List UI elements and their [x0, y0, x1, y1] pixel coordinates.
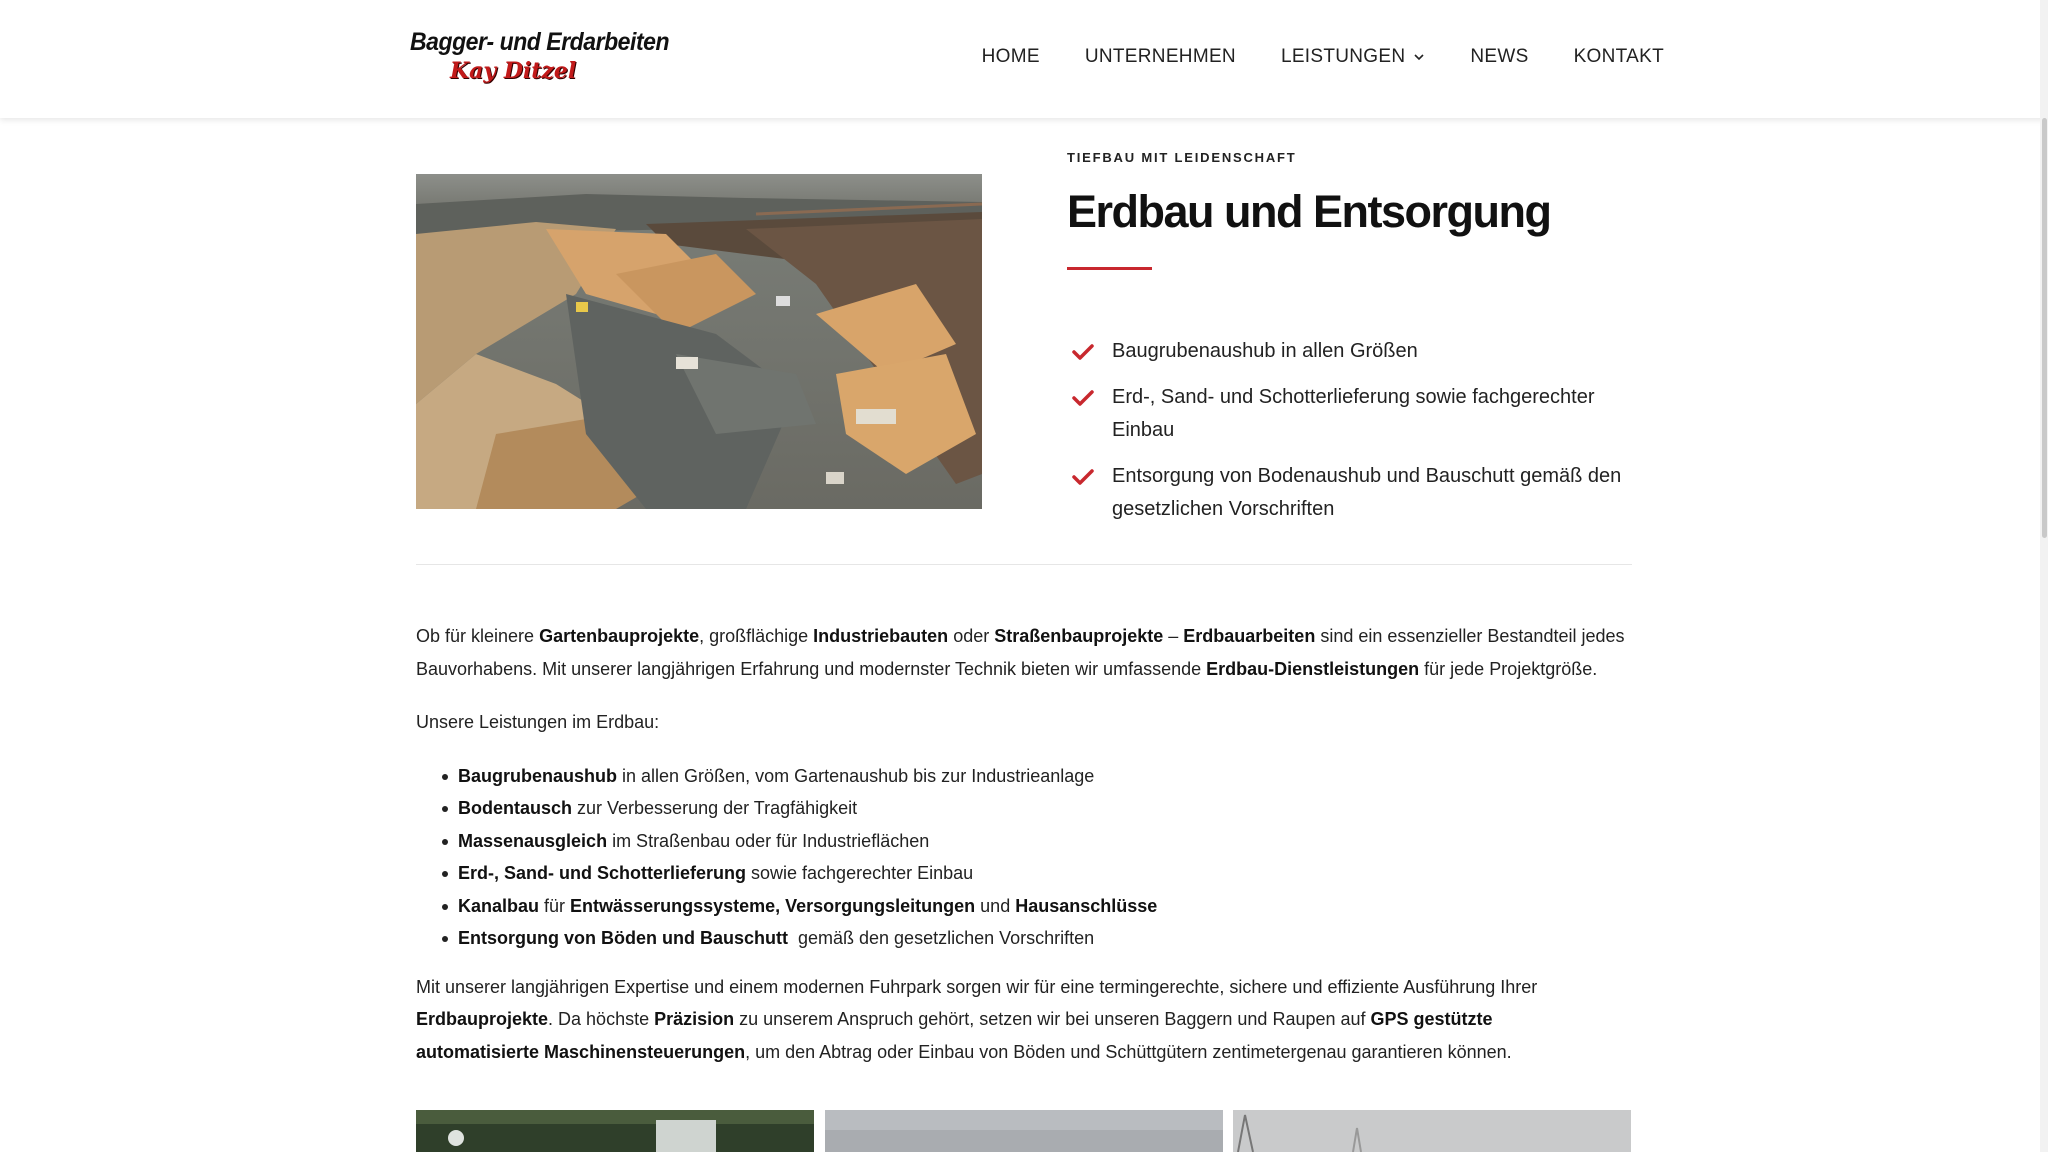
- site-logo[interactable]: [410, 28, 670, 88]
- text: Mit unserer langjährigen Expertise und einem modernen Fuhrpark sorgen wir für eine termingerechte, sichere und effiziente Ausführung Ihrer: [416, 976, 1538, 997]
- page-scrollbar[interactable]: [2040, 0, 2048, 1152]
- text: für jede Projektgröße.: [1419, 658, 1598, 679]
- checklist-item: [1070, 335, 1645, 368]
- nav-kontakt[interactable]: [1574, 46, 1664, 68]
- text: , um den Abtrag oder Einbau von Böden und Schüttgütern zentimetergenau garantieren können.: [745, 1041, 1512, 1062]
- bold-text: Massenausgleich: [458, 830, 608, 851]
- gallery-image-2[interactable]: [825, 1110, 1223, 1152]
- chevron-down-icon: [1413, 51, 1425, 63]
- bold-text: Gartenbauprojekte: [539, 626, 700, 646]
- text: sowie fachgerechter Einbau: [746, 863, 974, 883]
- bold-text: Erd-, Sand- und Schotterlieferung: [458, 863, 747, 883]
- nav-news[interactable]: [1470, 46, 1528, 68]
- nav-leistungen[interactable]: [1281, 46, 1425, 68]
- nav-unternehmen-label: UNTERNEHMEN: [1084, 46, 1236, 67]
- construction-site-photo: [416, 174, 982, 509]
- bold-text: Industriebauten: [813, 626, 949, 646]
- checklist-item: [1070, 460, 1645, 526]
- services-heading: Unsere Leistungen im Erdbau:: [416, 712, 660, 732]
- text: gemäß den gesetzlichen Vorschriften: [787, 928, 1095, 948]
- scrollbar-thumb[interactable]: [2042, 118, 2047, 538]
- list-item: [442, 825, 1636, 858]
- bold-text: Hausanschlüsse: [1015, 895, 1158, 916]
- logo-line-2: Kay Ditzel: [450, 58, 577, 84]
- list-item: [442, 760, 1636, 793]
- bold-text: Kanalbau: [458, 895, 540, 916]
- bold-text: Erdbau-Dienstleistungen: [1206, 658, 1420, 679]
- logo-line-1: Bagger- und Erdarbeiten: [410, 28, 670, 56]
- services-list: [442, 760, 1636, 955]
- site-header: [0, 0, 2048, 118]
- text: zu unserem Anspruch gehört, setzen wir bei unseren Baggern und Raupen auf: [734, 1009, 1371, 1029]
- text: in allen Größen, vom Gartenaushub bis zur Industrieanlage: [617, 765, 1095, 786]
- hero-checklist: [1070, 335, 1645, 539]
- text: . Da höchste: [548, 1009, 655, 1029]
- bold-text: Straßenbauprojekte: [994, 626, 1164, 646]
- list-item: [442, 890, 1636, 923]
- title-underline: [1067, 267, 1152, 270]
- nav-kontakt-label: KONTAKT: [1573, 46, 1664, 67]
- intro-paragraph: [416, 620, 1636, 685]
- text: Ob für kleinere: [416, 626, 540, 646]
- bold-text: Erdbauprojekte: [416, 1009, 549, 1029]
- text: zur Verbesserung der Tragfähigkeit: [572, 798, 858, 818]
- text: im Straßenbau oder für Industrieflächen: [607, 830, 930, 851]
- text: und: [975, 895, 1016, 916]
- bold-text: Präzision: [654, 1009, 735, 1029]
- nav-home[interactable]: [982, 46, 1040, 68]
- checklist-item-text: Baugrubenaushub in allen Größen: [1112, 340, 1418, 362]
- list-item: [442, 792, 1636, 825]
- list-item: [442, 922, 1636, 955]
- text: für: [539, 895, 571, 916]
- bold-text: GPS gestützte automatisierte Maschinensteuerungen: [416, 1009, 1493, 1062]
- gallery-image-1[interactable]: [416, 1110, 814, 1152]
- text: sind ein essenzieller Bestandteil jedes Bauvorhabens. Mit unserer langjährigen Erfahrung und modernster Technik bieten wir umfassende: [416, 626, 1625, 679]
- nav-news-label: NEWS: [1470, 46, 1529, 67]
- nav-unternehmen[interactable]: [1085, 46, 1236, 68]
- page-title: Erdbau und Entsorgung: [1067, 186, 1551, 237]
- check-icon: [1072, 468, 1094, 486]
- check-icon: [1072, 389, 1094, 407]
- check-icon: [1072, 343, 1094, 361]
- bold-text: Entsorgung von Böden und Bauschutt: [458, 928, 788, 948]
- section-divider: [416, 564, 1632, 565]
- list-item: [442, 857, 1636, 890]
- bold-text: Bodentausch: [458, 798, 573, 818]
- main-nav: [982, 46, 1664, 68]
- outro-paragraph: [416, 971, 1556, 1069]
- text: –: [1163, 626, 1184, 646]
- main-content: [416, 620, 1636, 1068]
- checklist-item-text: Entsorgung von Bodenaushub und Bauschutt gemäß den gesetzlichen Vorschriften: [1112, 465, 1622, 520]
- nav-leistungen-label: LEISTUNGEN: [1280, 46, 1406, 67]
- hero-eyebrow: TIEFBAU MIT LEIDENSCHAFT: [1067, 150, 1297, 165]
- text: oder: [948, 626, 995, 646]
- gallery-image-3[interactable]: [1233, 1110, 1631, 1152]
- bold-text: Entwässerungssysteme, Versorgungsleitungen: [570, 895, 976, 916]
- text: , großflächige: [699, 626, 814, 646]
- bold-text: Erdbauarbeiten: [1183, 626, 1316, 646]
- checklist-item-text: Erd-, Sand- und Schotterlieferung sowie fachgerechter Einbau: [1112, 386, 1595, 441]
- nav-home-label: HOME: [981, 46, 1040, 67]
- bold-text: Baugrubenaushub: [458, 765, 618, 786]
- checklist-item: [1070, 381, 1645, 447]
